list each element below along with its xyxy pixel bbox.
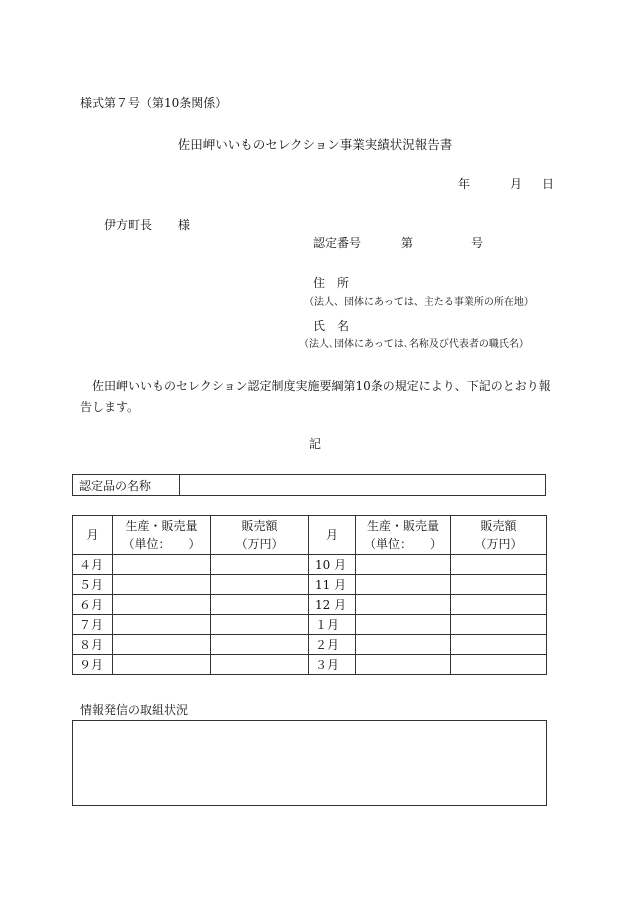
table-row <box>73 575 547 595</box>
table-row <box>73 655 547 675</box>
recipient-name: 伊方町長 <box>104 218 153 232</box>
sales-table <box>72 515 547 675</box>
month-cell: １月 <box>309 615 356 635</box>
month-cell: 10 月 <box>309 555 356 575</box>
volume-cell[interactable] <box>356 655 451 675</box>
header-month-right: 月 <box>309 516 356 555</box>
table-row <box>73 555 547 575</box>
amount-cell[interactable] <box>211 595 309 615</box>
volume-cell[interactable] <box>113 655 211 675</box>
amount-cell[interactable] <box>451 655 547 675</box>
product-name-field[interactable] <box>180 475 546 496</box>
cert-suffix: 号 <box>471 236 484 250</box>
amount-cell[interactable] <box>451 615 547 635</box>
name-label: 氏 名 <box>313 319 350 333</box>
month-cell: ２月 <box>309 635 356 655</box>
info-heading: 情報発信の取組状況 <box>80 703 189 717</box>
date-line <box>458 177 554 192</box>
table-row <box>73 615 547 635</box>
product-name-label: 認定品の名称 <box>73 475 180 496</box>
certification-number <box>313 236 483 251</box>
amount-cell[interactable] <box>211 615 309 635</box>
cert-prefix: 第 <box>401 236 414 250</box>
amount-cell[interactable] <box>451 575 547 595</box>
amount-cell[interactable] <box>451 595 547 615</box>
volume-cell[interactable] <box>113 555 211 575</box>
month-cell: ５月 <box>73 575 113 595</box>
header-volume-left: 生産・販売量 （単位： ） <box>113 516 211 555</box>
volume-cell[interactable] <box>356 615 451 635</box>
body-text: 佐田岬いいものセレクション認定制度実施要綱第10条の規定により、下記のとおり報告します。 <box>80 379 551 414</box>
cert-label: 認定番号 <box>313 236 362 250</box>
document-title: 佐田岬いいものセレクション事業実績状況報告書 <box>177 137 453 152</box>
month-cell: ３月 <box>309 655 356 675</box>
amount-cell[interactable] <box>211 575 309 595</box>
volume-cell[interactable] <box>113 595 211 615</box>
month-cell: ９月 <box>73 655 113 675</box>
header-amount-right: 販売額 （万円） <box>451 516 547 555</box>
volume-cell[interactable] <box>113 615 211 635</box>
month-cell: 12 月 <box>309 595 356 615</box>
date-year: 年 <box>458 177 471 191</box>
address-label: 住 所 <box>313 276 350 290</box>
info-box[interactable] <box>72 720 547 806</box>
form-number: 様式第７号（第10条関係） <box>80 96 228 110</box>
amount-cell[interactable] <box>451 555 547 575</box>
table-row <box>73 595 547 615</box>
month-cell: ８月 <box>73 635 113 655</box>
volume-cell[interactable] <box>356 595 451 615</box>
month-cell: ４月 <box>73 555 113 575</box>
amount-cell[interactable] <box>211 655 309 675</box>
date-month: 月 <box>510 177 523 191</box>
product-name-table <box>72 474 546 496</box>
amount-cell[interactable] <box>451 635 547 655</box>
recipient-honorific: 様 <box>178 218 191 232</box>
recipient <box>104 218 190 233</box>
volume-cell[interactable] <box>356 635 451 655</box>
volume-cell[interactable] <box>356 575 451 595</box>
volume-cell[interactable] <box>113 575 211 595</box>
month-cell: ７月 <box>73 615 113 635</box>
date-day: 日 <box>542 177 555 191</box>
header-amount-left: 販売額 （万円） <box>211 516 309 555</box>
volume-cell[interactable] <box>113 635 211 655</box>
amount-cell[interactable] <box>211 635 309 655</box>
month-cell: 11 月 <box>309 575 356 595</box>
ki-label: 記 <box>308 437 321 451</box>
address-note: （法人、団体にあっては、主たる事業所の所在地） <box>304 297 534 308</box>
amount-cell[interactable] <box>211 555 309 575</box>
name-note: （法人､団体にあっては､名称及び代表者の職氏名） <box>299 339 529 350</box>
header-month-left: 月 <box>73 516 113 555</box>
month-cell: ６月 <box>73 595 113 615</box>
header-volume-right: 生産・販売量 （単位： ） <box>356 516 451 555</box>
volume-cell[interactable] <box>356 555 451 575</box>
table-row <box>73 635 547 655</box>
